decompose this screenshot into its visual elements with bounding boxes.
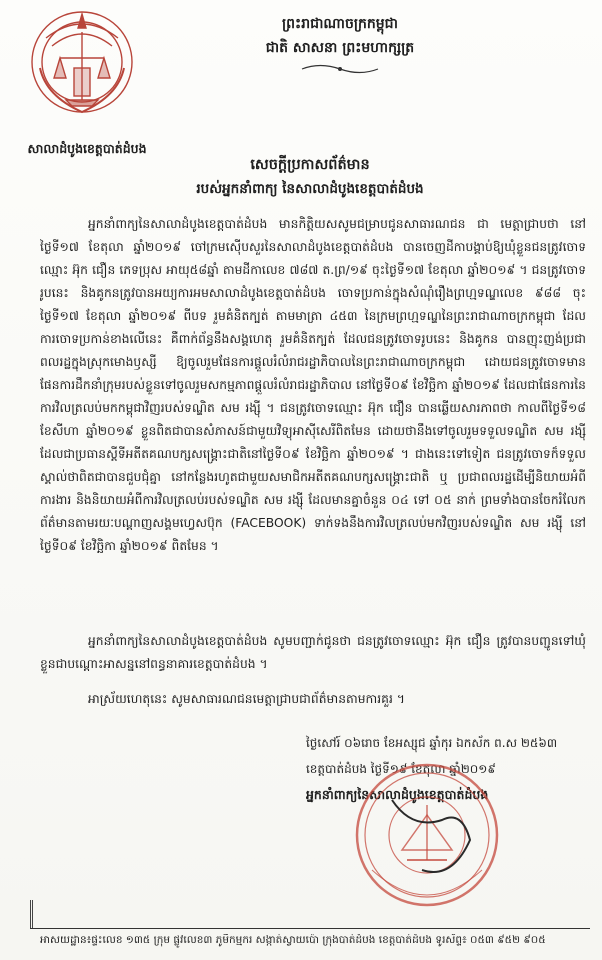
document-subtitle: របស់អ្នកនាំពាក្យ នៃសាលាដំបូងខេត្តបាត់ដំបង — [196, 181, 424, 197]
kingdom-heading: ព្រះរាជាណាចក្រកម្ពុជា — [281, 16, 398, 32]
footer-divider — [30, 928, 590, 929]
footer-address: អាសយដ្ឋាន៖ផ្ទះលេខ ១៣៥ ក្រុម ផ្លូវលេខ៣ ភូមិកម្មករ សង្កាត់ស្វាយប៉ោ ក្រុងបាត់ដំបង ខេត្តបាត់ដំបង ទូរស័ព្ទ៖ ០៥៣ ៩៥២ ៩០៥ — [40, 934, 546, 946]
court-name: សាលាដំបូងខេត្តបាត់ដំបង — [27, 141, 147, 156]
ornament-divider-icon — [300, 62, 380, 76]
body-paragraph-2: អ្នកនាំពាក្យនៃសាលាដំបូងខេត្តបាត់ដំបង សូមបញ្ជាក់ជូនថា ជនត្រូវចោទឈ្មោះ អ៊ុក ជឿន ត្រូវបានបញ្ជូនទៅឃុំខ្លួនជាបណ្តោះអាសន្ននៅពន្ធនាគារខេត្តបាត់ដំបង ។ — [40, 634, 586, 671]
national-motto: ជាតិ សាសនា ព្រះមហាក្សត្រ — [265, 40, 415, 56]
body-paragraph-1: អ្នកនាំពាក្យនៃសាលាដំបូងខេត្តបាត់ដំបង មានកិត្តិយសសូមជម្រាបជូនសាធារណជន ជា មេត្តាជ្រាបថា នៅថ្ងៃទី១៧ ខែតុលា ឆ្នាំ២០១៩ ចៅក្រមស៊ើបសួរនៃសាលាដំបូងខេត្តបាត់ដំបង បានចេញដីកាបង្គាប់ឱ្យឃុំខ្លួនជនត្រូវចោទ ឈ្មោះ អ៊ុក ជឿន ភេទប្រុស អាយុ៥៨ឆ្នាំ តាមដីកាលេខ ៧៨៧ ត.ព្រ/១៩ ចុះថ្ងៃទី១៧ ខែតុលា ឆ្នាំ២០១៩ ។ ជនត្រូវចោទរូបនេះ និងគូកនត្រូវបានអយ្យការអមសាលាដំបូងខេត្តបាត់ដំបង ចោទប្រកាន់ក្នុងសំណុំរឿងព្រហ្មទណ្ឌលេខ ៩៨៨ ចុះថ្ងៃទី១៧ ខែតុលា ឆ្នាំ២០១៩ ពីបទ រួមគំនិតក្បត់ តាមមាត្រា ៤៥៣ នៃក្រមព្រហ្មទណ្ឌនៃព្រះរាជាណាចក្រកម្ពុជា ដែលការចោទប្រកាន់ខាងលើនេះ គឺពាក់ព័ន្ធនឹងសង្គហេតុ រួមគំនិតក្បត់ ដែលជនត្រូវចោទរូបនេះ និងគូកន បានញុះញង់ប្រជាពលរដ្ឋក្នុងស្រុកមោងឫស្សី ឱ្យចូលរួមផែនការផ្តួលរំលំរាជរដ្ឋាភិបាលនៃព្រះរាជាណាចក្រកម្ពុជា ដោយជនត្រូវចោទមានផែនការដឹកនាំក្រុមរបស់ខ្លួនទៅចូលរួមសកម្មភាពផ្តួលរំលំរាជរដ្ឋាភិបាល នៅថ្ងៃទី០៩ ខែវិច្ឆិកា ឆ្នាំ២០១៩ ដែលជាផែនការនៃការវិលត្រលប់មកកម្ពុជាវិញរបស់ទណ្ឌិត សម រង្ស៊ី ។ ជនត្រូវចោទឈ្មោះ អ៊ុក ជឿន បានឆ្លើយសារភាពថា កាលពីថ្ងៃទី១៨ ខែសីហា ឆ្នាំ២០១៩ ខ្លួនពិតជាបានសំភាសន៍ជាមួយវិទ្យុអាស៊ីសេរីពិតមែន ដោយថានឹងទៅចូលរួមទទួលទណ្ឌិត សម រង្ស៊ី ដែលជាប្រធានស្តីទីអតីតគណបក្សសង្គ្រោះជាតិនៅថ្ងៃទី០៩ ខែវិច្ឆិកា ឆ្នាំ២០១៩ ។ ជាងនេះទៅទៀត ជនត្រូវចោទក៏ទទួលស្គាល់ថាពិតជាបានជួបជុំគ្នា នៅកន្លែងរហូតជាមួយសមាជិកអតីតគណបក្សសង្គ្រោះជាតិ ឬ ប្រជាពលរដ្ឋដើម្បីនិយាយអំពីការងារ និងនិយាយអំពីការវិលត្រលប់របស់ទណ្ឌិត សម រង្ស៊ី ដែលមានគ្នាចំនួន ០៤ ទៅ ០៥ នាក់ ព្រមទាំងបានចែករំលែកព័ត៌មានតាមរយៈបណ្តាញសង្គមហ្វេសប៊ុក (FACEBOOK) ទាក់ទងនឹងការវិលត្រលប់មកវិញរបស់ទណ្ឌិត សម រង្ស៊ី នៅថ្ងៃទី០៩ ខែវិច្ឆិកា ឆ្នាំ២០១៩ ពិតមែន ។ — [40, 217, 586, 553]
footer-margin-mark — [30, 900, 47, 928]
document-title: សេចក្តីប្រកាសព័ត៌មាន — [250, 157, 370, 173]
lunar-date: ថ្ងៃសៅរ៍ ០៦រោច ខែអស្សុជ ឆ្នាំកុរ ឯកស័ក ព.ស ២៥៦៣ — [306, 736, 558, 750]
official-stamp-icon — [352, 760, 502, 910]
body-paragraph-3: អាស្រ័យហេតុនេះ សូមសាធារណជនមេត្តាជ្រាបជាព័ត៌មានតាមការគួរ ។ — [88, 692, 405, 706]
signer-title: អ្នកនាំពាក្យនៃសាលាដំបូងខេត្តបាត់ដំបង — [306, 787, 489, 802]
place-and-date: ខេត្តបាត់ដំបង ថ្ងៃទី១៩ ខែតុលា ឆ្នាំ២០១៩ — [306, 762, 496, 776]
court-emblem-icon — [26, 8, 138, 120]
